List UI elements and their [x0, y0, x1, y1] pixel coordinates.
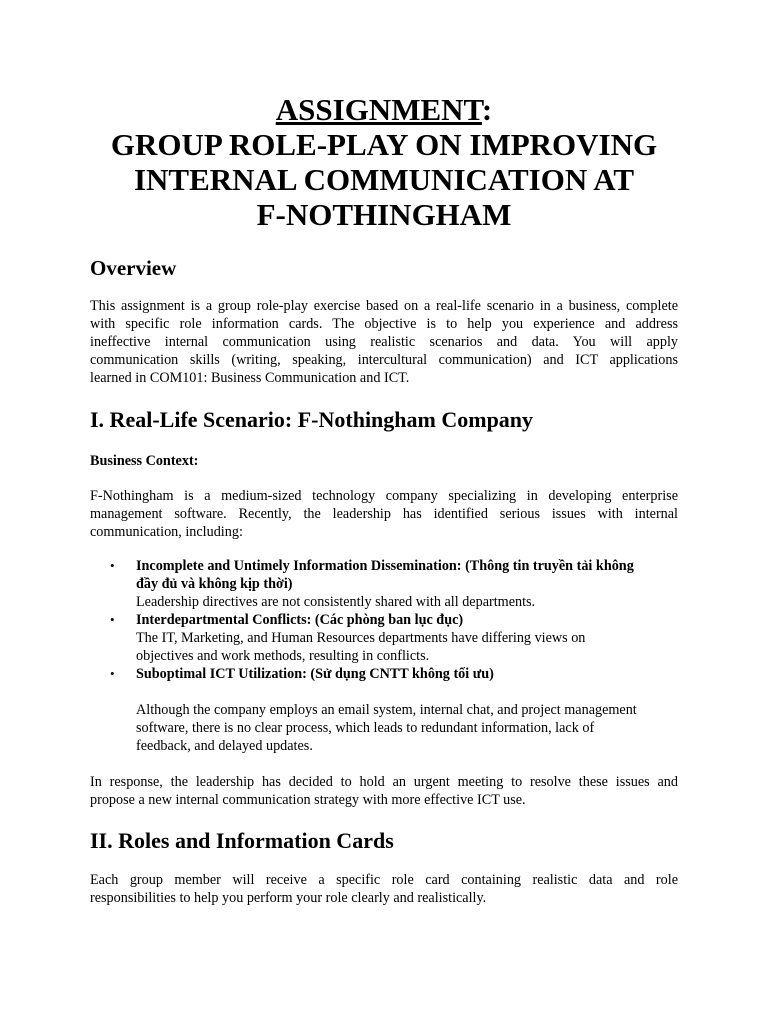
bullet-body-line: objectives and work methods, resulting in conflicts.	[136, 648, 430, 664]
title-assignment-line	[0, 92, 768, 127]
bullet-icon: •	[110, 666, 115, 681]
business-context-paragraph	[90, 487, 678, 541]
paragraph-line: ineffective internal communication using realistic scenarios and data. You will apply	[90, 334, 678, 350]
bullet-body-line: software, there is no clear process, which leads to redundant information, lack of	[136, 720, 595, 736]
bullet-title-line: Incomplete and Untimely Information Dissemination: (Thông tin truyền tải không	[136, 558, 634, 574]
bullet-body-line: Leadership directives are not consistently shared with all departments.	[136, 594, 536, 610]
paragraph-line: Each group member will receive a specific role card containing realistic data and role	[90, 872, 678, 888]
title-line-1: GROUP ROLE-PLAY ON IMPROVING	[110, 127, 658, 162]
list-item	[110, 665, 680, 755]
bullet-title-line: Suboptimal ICT Utilization: (Sử dụng CNTT không tối ưu)	[136, 666, 494, 682]
bullet-body-line: Although the company employs an email system, internal chat, and project management	[136, 702, 637, 718]
paragraph-line: learned in COM101: Business Communication and ICT.	[90, 370, 410, 386]
section-1-heading: I. Real-Life Scenario: F-Nothingham Company	[90, 407, 534, 432]
bullet-body-line: feedback, and delayed updates.	[136, 738, 313, 754]
document-title	[0, 92, 768, 232]
bullet-title-line: Interdepartmental Conflicts: (Các phòng ban lục đục)	[136, 612, 464, 628]
paragraph-line: communication, including:	[90, 524, 243, 540]
response-paragraph	[90, 773, 678, 809]
paragraph-line: with specific role information cards. The objective is to help you experience and address	[90, 316, 678, 332]
overview-heading: Overview	[90, 256, 177, 280]
list-item	[110, 557, 680, 611]
paragraph-line: propose a new internal communication strategy with more effective ICT use.	[90, 792, 526, 808]
roles-paragraph	[90, 871, 678, 907]
section-2-heading: II. Roles and Information Cards	[90, 828, 394, 853]
paragraph-line: management software. Recently, the leadership has identified serious issues with internal	[90, 506, 678, 522]
issues-bullet-list	[110, 557, 680, 755]
paragraph-line: communication skills (writing, speaking, intercultural communication) and ICT applications	[90, 352, 678, 368]
paragraph-line: This assignment is a group role-play exercise based on a real-life scenario in a business, complete	[90, 298, 678, 314]
title-colon: :	[481, 92, 493, 127]
paragraph-line: responsibilities to help you perform your role clearly and realistically.	[90, 890, 487, 906]
paragraph-line: In response, the leadership has decided to hold an urgent meeting to resolve these issues and	[90, 774, 678, 790]
title-line-2: INTERNAL COMMUNICATION AT	[133, 162, 635, 197]
bullet-icon: •	[110, 558, 115, 573]
title-line-3: F-NOTHINGHAM	[256, 197, 512, 232]
bullet-icon: •	[110, 612, 115, 627]
list-item	[110, 611, 680, 665]
bullet-title-line: đầy đủ và không kịp thời)	[136, 576, 293, 592]
overview-paragraph	[90, 297, 678, 387]
bullet-body-line: The IT, Marketing, and Human Resources departments have differing views on	[136, 630, 586, 646]
paragraph-line: F-Nothingham is a medium-sized technology company specializing in developing enterprise	[90, 488, 678, 504]
business-context-label	[90, 452, 678, 470]
business-context-text: Business Context:	[90, 453, 199, 469]
title-assignment-word: ASSIGNMENT	[275, 92, 482, 127]
blank-line	[136, 683, 680, 701]
